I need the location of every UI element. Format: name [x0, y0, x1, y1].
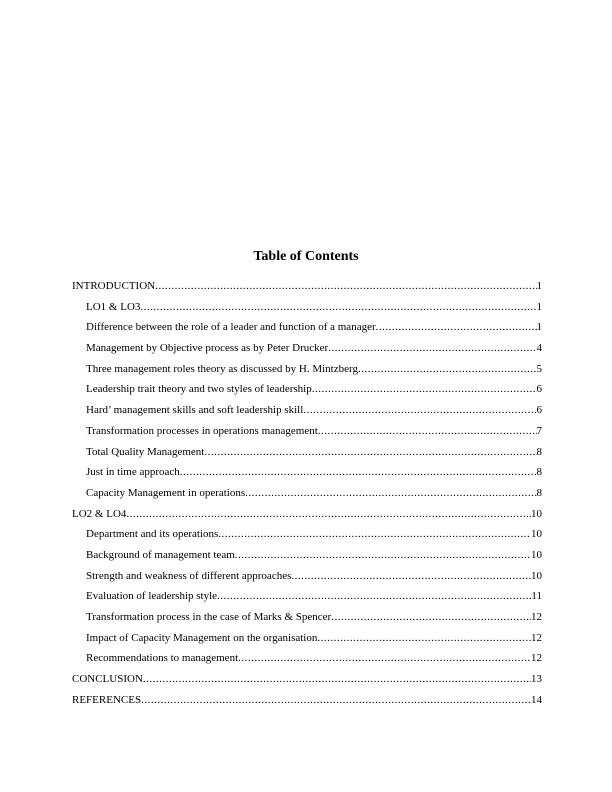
toc-entry-label: Management by Objective process as by Peter Drucker [86, 338, 328, 359]
toc-entry-page: 4 [537, 338, 543, 359]
toc-entry-page: 8 [537, 483, 543, 504]
toc-entry[interactable] [86, 442, 542, 463]
toc-entry-page: 14 [531, 690, 542, 711]
toc-entry[interactable] [72, 690, 542, 711]
dot-leader [218, 524, 531, 545]
toc-entry-page: 12 [531, 628, 542, 649]
toc-entry[interactable] [86, 400, 542, 421]
toc-entry-label: Impact of Capacity Management on the organisation [86, 628, 317, 649]
dot-leader [318, 421, 537, 442]
dot-leader [143, 669, 531, 690]
toc-entry[interactable] [86, 462, 542, 483]
toc-entry-label: Leadership trait theory and two styles of leadership [86, 379, 312, 400]
dot-leader [328, 338, 536, 359]
dot-leader [140, 297, 536, 318]
toc-entry-page: 10 [531, 545, 542, 566]
toc-entry-label: LO1 & LO3 [86, 297, 140, 318]
toc-entry-label: CONCLUSION [72, 669, 143, 690]
toc-entry-label: Evaluation of leadership style [86, 586, 217, 607]
toc-entry-page: 8 [537, 462, 543, 483]
dot-leader [141, 690, 531, 711]
dot-leader [312, 379, 537, 400]
toc-title: Table of Contents [253, 249, 359, 264]
toc-entry-label: Strength and weakness of different approaches [86, 566, 291, 587]
toc-entry[interactable] [86, 524, 542, 545]
dot-leader [180, 462, 537, 483]
toc-entry[interactable] [86, 648, 542, 669]
dot-leader [217, 586, 531, 607]
dot-leader [245, 483, 536, 504]
toc-entry-page: 1 [537, 276, 543, 297]
toc-entry-label: Hard’ management skills and soft leadership skill [86, 400, 303, 421]
toc-entry-page: 8 [537, 442, 543, 463]
toc-entry[interactable] [86, 359, 542, 380]
toc-entry-label: Three management roles theory as discussed by H. Mintzberg [86, 359, 358, 380]
toc-entry[interactable] [86, 379, 542, 400]
toc-entry-page: 7 [537, 421, 543, 442]
toc-entry-label: Total Quality Management [86, 442, 204, 463]
toc-entry[interactable] [86, 317, 542, 338]
toc-entry-label: Department and its operations [86, 524, 218, 545]
toc-entry[interactable] [86, 483, 542, 504]
toc-entry-page: 13 [531, 669, 542, 690]
dot-leader [235, 545, 531, 566]
toc-entry-page: 6 [537, 400, 543, 421]
dot-leader [155, 276, 536, 297]
dot-leader [303, 400, 536, 421]
toc-entry-label: Recommendations to management [86, 648, 238, 669]
toc-entry-label: Transformation process in the case of Marks & Spencer [86, 607, 331, 628]
toc-entry-label: Background of management team [86, 545, 235, 566]
dot-leader [317, 628, 531, 649]
dot-leader [331, 607, 531, 628]
toc-entry-page: 1 [537, 297, 543, 318]
toc-entry-label: Just in time approach [86, 462, 180, 483]
dot-leader [204, 442, 536, 463]
toc-entry-page: 1 [537, 317, 543, 338]
toc-entry-label: LO2 & LO4 [72, 504, 126, 525]
toc-entry[interactable] [86, 607, 542, 628]
toc-entry-label: REFERENCES [72, 690, 141, 711]
toc-entry[interactable] [86, 338, 542, 359]
toc-entry[interactable] [86, 628, 542, 649]
toc-entry[interactable] [72, 276, 542, 297]
toc-entry[interactable] [72, 504, 542, 525]
toc-entry[interactable] [86, 566, 542, 587]
toc-entry[interactable] [86, 545, 542, 566]
toc-entry[interactable] [86, 421, 542, 442]
toc-entry-page: 10 [531, 524, 542, 545]
dot-leader [291, 566, 531, 587]
toc-entry-label: INTRODUCTION [72, 276, 155, 297]
toc-entry-page: 11 [531, 586, 542, 607]
toc-entry[interactable] [72, 669, 542, 690]
dot-leader [238, 648, 531, 669]
dot-leader [358, 359, 537, 380]
toc-entry-label: Transformation processes in operations management [86, 421, 318, 442]
toc-entry-page: 5 [537, 359, 543, 380]
toc-entry[interactable] [86, 297, 542, 318]
dot-leader [126, 504, 531, 525]
toc-list [72, 276, 542, 710]
toc-entry[interactable] [86, 586, 542, 607]
toc-entry-page: 12 [531, 607, 542, 628]
toc-entry-label: Difference between the role of a leader and function of a manager [86, 317, 376, 338]
toc-entry-label: Capacity Management in operations [86, 483, 245, 504]
toc-entry-page: 6 [537, 379, 543, 400]
toc-entry-page: 10 [531, 504, 542, 525]
toc-entry-page: 10 [531, 566, 542, 587]
dot-leader [376, 317, 537, 338]
toc-entry-page: 12 [531, 648, 542, 669]
